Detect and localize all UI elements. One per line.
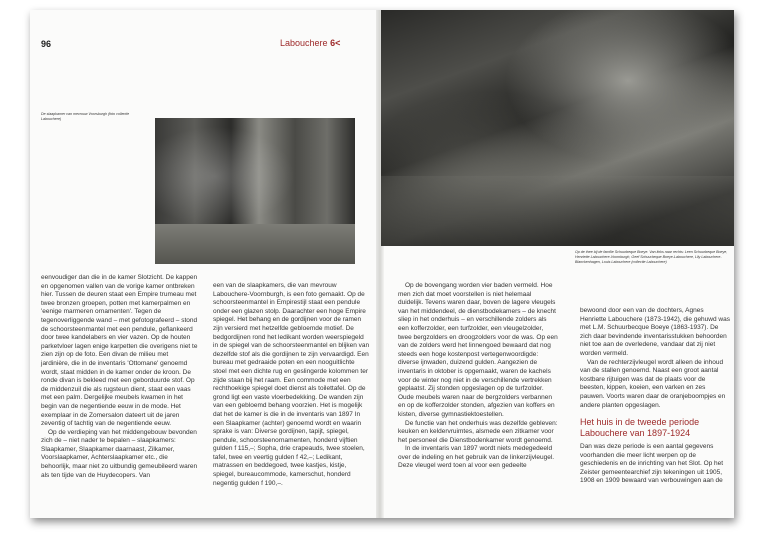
text-column-4	[580, 307, 730, 410]
text-column-1	[41, 274, 198, 480]
bedroom-photo	[155, 118, 355, 264]
paragraph: eenvoudiger dan die in de kamer Slotzicht. De kappen en opgenomen vallen van de vorige kamer ontbreken hier. Tussen de deuren staat een Empire trumeau met twee bronzen groepen, potten met kamerpalmen en 'eenige marmeren ornamenten'. Tegen de tegenoverliggende wand – met gefotografeerd – stond de schoorsteenmantel met een pendule, geflankeerd door twee kandelabers en vier vazen. Op de houten parketvloer lagen enige karpetten die overigens niet te zien zijn op de foto. Een divan de milieu met jardinière, die in de inventaris 'Ottomane' genoemd wordt, staat midden in de kamer onder de kroon. De ronde divan is bekleed met een geborduurde stof. Op de middenzuil die als rugsteun dient, staat een vaas met een palm. Dergelijke meubels kwamen in het begin van de negentiende eeuw in de mode. Het exemplaar in de Zomersalon dateert uit de jaren zeventig of tachtig van de negentiende eeuw.	[41, 274, 198, 428]
paragraph: Van de rechterzijvleugel wordt alleen de inhoud van de stallen genoemd. Naast een groot aantal kostbare rijtuigen was dat de plaats voor de beesten, kippen, koeien, een varken en zes pauwen. Voorts waren daar de oranjeboompjes en andere planten opgeslagen.	[580, 358, 726, 409]
book-spread	[30, 10, 734, 518]
paragraph: De functie van het onderhuis was dezelfde gebleven: keuken en keldervruimtes, alsmede een zitkamer voor het personeel die Dienstbodenkamer wordt genoemd.	[398, 419, 558, 444]
chapter-mark: 6<	[330, 38, 341, 48]
page-number: 96	[41, 39, 52, 49]
paragraph: bewoond door een van de dochters, Agnes Henriette Labouchere (1873-1942), die gehuwd was met L.M. Schuurbecque Boeye (1863-1937). De zich daar bevindende inventarisstukken behoorden niet toe aan de overledene, vandaar dat zij niet worden vermeld.	[580, 307, 730, 357]
section-heading: Het huis in de tweede periode Labouchere van 1897-1924	[580, 417, 700, 438]
photo-caption-right: Op de thee bij de familie Schuurbeque Boeye. Van links naar rechts: Leen Schuurbeque Boeye, Henriette Labouchere-Voornburgh, Geef Schuurbeque Boeye-Labouchere, Lily Labouchere-Blanckenhagen, Louis Labouchere (collectie Labouchere)	[575, 250, 728, 264]
paragraph: Op de verdieping van het middengebouw bevonden zich de – niet nader te bepalen – slaapkamers: Slaapkamer, Slaapkamer daarnaast, Zilkamer, Voorslaapkamer, Achterslaapkamer etc., die behoorlijk, maar niet zo uitbundig gemeubileerd waren als ten tijde van de Huydecopers. Van	[41, 428, 198, 479]
paragraph: In de inventaris van 1897 wordt niets medegedeeld over de indeling en het gebruik van de linkerzijvleugel. Deze vleugel werd toen al voor een gedeelte	[398, 445, 555, 470]
running-head-title: Labouchere	[280, 38, 328, 48]
running-head	[280, 38, 340, 48]
text-column-4b	[580, 443, 730, 486]
text-column-2	[213, 282, 370, 488]
paragraph: Dan was deze periode is een aantal gegevens voorhanden die meer licht werpen op de geschiedenis en de inrichting van het Slot. Op het Zeister gemeentearchief zijn tekeningen uit 1905, 1908 en 1909 bewaard van verbouwingen aan de	[580, 443, 724, 485]
photo-caption-left: De slaapkamer van mevrouw Voorsburgh (foto collectie Labouchere)	[41, 112, 130, 121]
text-column-3	[398, 282, 558, 471]
paragraph: Op de bovengang worden vier baden vermeld. Hoe men zich dat moet voorstellen is niet helemaal duidelijk. Tevens waren daar, boven de lagere vleugels van het middendeel, de dienstbodekamers – de knecht sliep in het onderhuis – en verschillende zolders als een kofferzolder, een turfzolder, een vleugelzolder, twee bergzolders en droogzolders voor de was. Op een van de zolders werd het linnengoed bewaard dat nog steeds een hoge kostenpost vertegenwoordigde: diverse ijnwaden, duizend gulden. Aangezien de inventaris in oktober is opgemaakt, waren de kachels voor de winter nog niet in de verschillende vertrekken geplaatst. Zij stonden opgeslagen op de turfzolder. Oude meubels waren naar de bergzolders verbannen en op de kofferzolder stonden, afgezien van koffers en kisten, diverse gymnastiektoestellen.	[398, 282, 558, 418]
tea-party-photo	[381, 10, 734, 246]
paragraph: een van de slaapkamers, die van mevrouw Labouchere-Voornburgh, is een foto gemaakt. Op de schoorsteenmantel in Empirestijl staat een pendule onder een glazen stolp. Daarachter een hoge Empire spiegel. Het behang en de gordijnen voor de ramen zijn versierd met hetzelfde gebloemde motief. De bedgordijnen rond het ledikant worden weerspiegeld in de spiegel van de schoorsteenmantel en blijken van dezelfde stof als die gordijnen te zijn vervaardigd. Een bureau met gedraaide poten en een nooguitlichte stoel met een dichte rug en geslingerde kolommen ter zijde staan bij het raam. Een commode met een rechthoekige spiegel doet dienst als toilettafel. Op de grond ligt een vaste vloerbedekking. De wanden zijn van een gebloemd behang voorzien. Het is mogelijk dat het de kamer is die in de inventaris van 1897 In een Slaapkamer (achter) genoemd wordt en waarin sprake is van: Diverse gordijnen, tapijt, spiegel, pendule, schoorsteenornamenten, honderd vijftien gulden f 115,–; Sopha, drie crapeauds, twee stoelen, tafel, twee en veertig gulden f 42,–; Ledikant, matrassen en beddegoed, twee kastjes, kistje, spiegel, bureaucommode, kamerschut, honderd negentig gulden f 190,–.	[213, 282, 370, 487]
